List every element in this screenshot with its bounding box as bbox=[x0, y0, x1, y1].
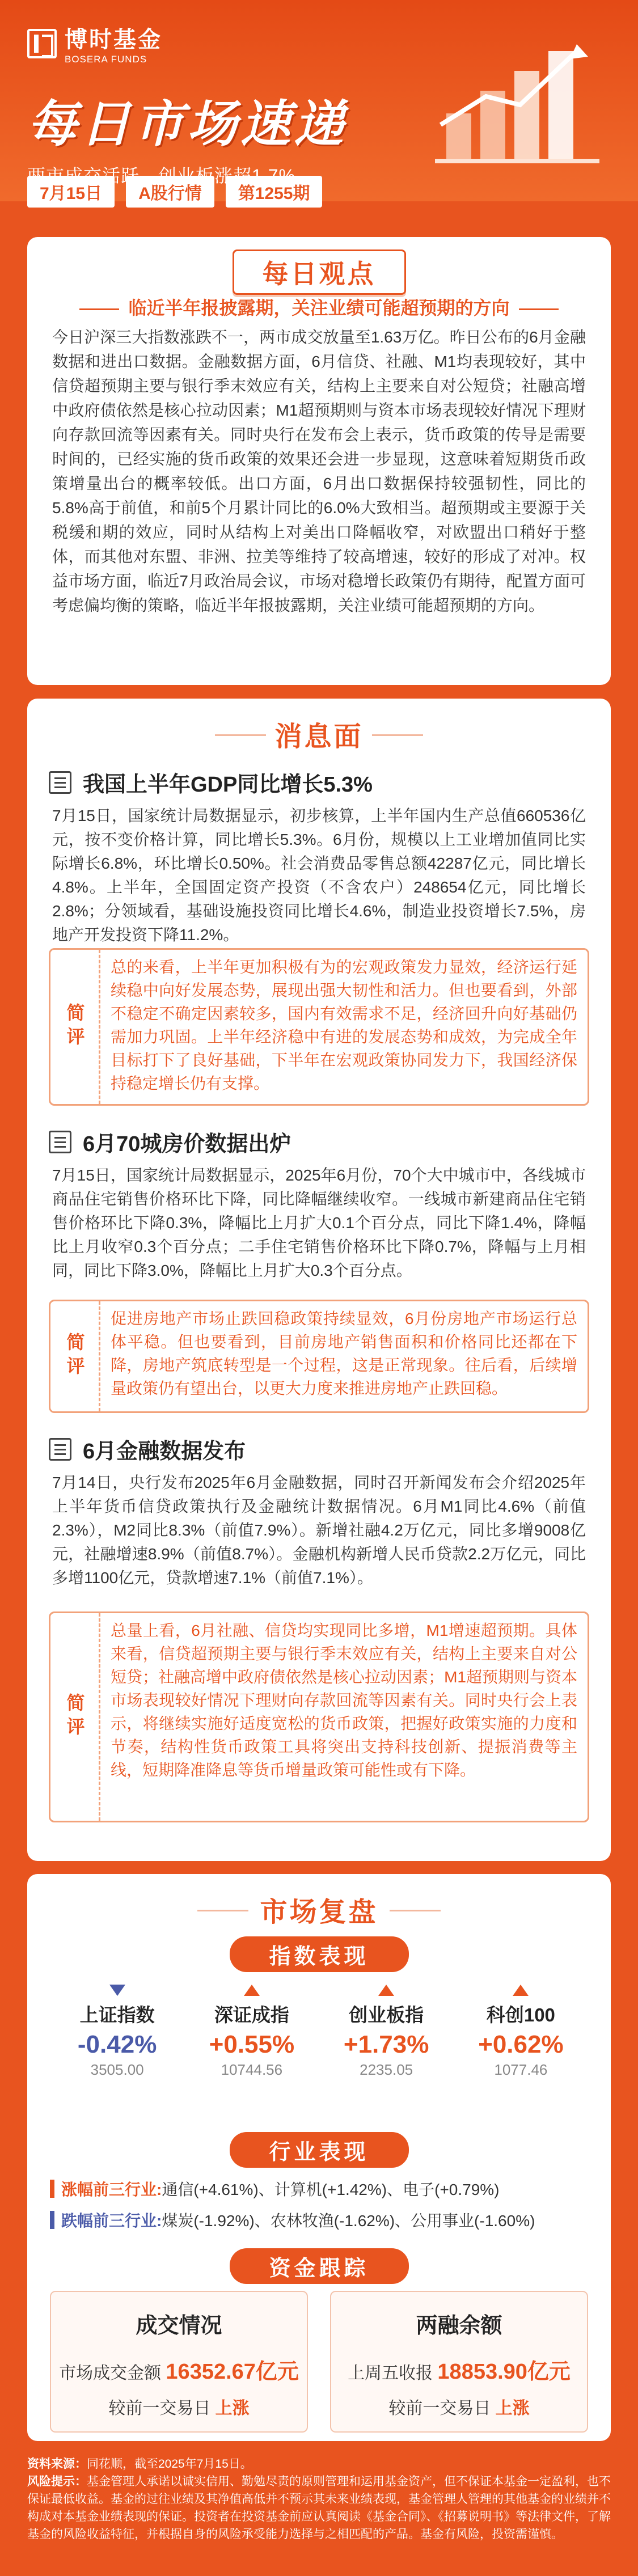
tag-issue: 第1255期 bbox=[226, 176, 323, 208]
up-arrow-icon bbox=[244, 1985, 260, 1996]
tag-date: 7月15日 bbox=[27, 176, 115, 208]
up-arrow-icon bbox=[378, 1985, 394, 1996]
daily-view-heading: 每日观点 bbox=[233, 249, 406, 295]
news-heading: 消息面 bbox=[274, 714, 363, 754]
blue-bar-icon bbox=[50, 2211, 54, 2229]
index-kc100: 科创100 +0.62% 1077.46 bbox=[458, 1985, 583, 2079]
news-title-3: 6月金融数据发布 bbox=[49, 1433, 246, 1465]
banner-title: 每日市场速递 bbox=[27, 96, 348, 152]
index-sh: 上证指数 -0.42% 3505.00 bbox=[55, 1985, 180, 2079]
footer-disclaimer bbox=[27, 2455, 611, 2543]
daily-view-subtitle: 临近半年报披露期，关注业绩可能超预期的方向 bbox=[27, 294, 611, 320]
review-text: 总的来看，上半年更加积极有为的宏观政策发力显效，经济运行延续稳中向好发展态势，展现出强大韧性和活力。但也要看到，外部不稳定不确定因素较多，国内有效需求不足，经济回升向好基础仍需加力巩固。上半年经济稳中有进的发展态势和成效，为完成全年目标打下了良好基础，下半年在宏观政策协同发力下，我国经济保持稳定增长仍有支撑。 bbox=[111, 958, 577, 1092]
daily-view-card bbox=[27, 237, 611, 685]
issue-tags bbox=[27, 176, 322, 208]
industry-section-title: 行业表现 bbox=[229, 2132, 408, 2168]
red-bar-icon bbox=[50, 2180, 54, 2198]
brand-name-cn: 博时基金 bbox=[65, 27, 162, 52]
risk-warning: 风险提示：基金管理人承诺以诚实信用、勤勉尽责的原则管理和运用基金资产，但不保证本基金一定盈利，也不保证最低收益。基金的过往业绩及其净值高低并不预示其未来业绩表现，基金管理人管理的其他基金的业绩并不构成对本基金业绩表现的保证。投资者在投资基金前应认真阅读《基金合同》、《招募说明书》等法律文件，了解基金的风险收益特征，并根据自身的风险承受能力选择与之相匹配的产品。基金有风险，投资需谨慎。 bbox=[27, 2475, 611, 2541]
index-cyb: 创业板指 +1.73% 2235.05 bbox=[324, 1985, 449, 2079]
review-label: 简评 bbox=[50, 950, 100, 1104]
bar-chart-illustration-icon bbox=[424, 40, 611, 170]
review-label: 简评 bbox=[50, 1613, 100, 1821]
margin-box: 两融余额 上周五收报 18853.90亿元 较前一交易日 上涨 bbox=[330, 2291, 588, 2433]
header-banner bbox=[0, 0, 638, 201]
review-text: 促进房地产市场止跌回稳政策持续显效，6月份房地产市场运行总体平稳。但也要看到，目前房地产销售面积和价格同比还都在下降，房地产筑底转型是一个过程，这是正常现象。往后看，后续增量政策仍有望出台，以更大力度来推进房地产止跌回稳。 bbox=[111, 1310, 577, 1397]
news-body-3: 7月14日，央行发布2025年6月金融数据，同时召开新闻发布会介绍2025年上半年货币信贷政策执行及金融统计数据情况。6月M1同比4.6%（前值2.3%），M2同比8.3%（前值7.9%）。新增社融4.2万亿元，同比多增9008亿元，社融增速8.9%（前值8.7%）。金融机构新增人民币贷款2.2万亿元，同比多增1100亿元，贷款增速7.1%（前值7.1%）。 bbox=[52, 1474, 586, 1587]
news-review-2 bbox=[49, 1300, 589, 1413]
news-body-1: 7月15日，国家统计局数据显示，初步核算，上半年国内生产总值660536亿元，按不变价格计算，同比增长5.3%。6月份，规模以上工业增加值同比实际增长6.8%，环比增长0.50%。社会消费品零售总额42287亿元，同比增长4.8%。上半年，全国固定资产投资（不含农户）248654亿元，同比增长2.8%；分领域看，基础设施投资同比增长4.6%，制造业投资增长7.5%，房地产开发投资下降11.2%。 bbox=[52, 807, 586, 944]
newspaper-icon bbox=[49, 1131, 71, 1153]
news-title-1: 我国上半年GDP同比增长5.3% bbox=[49, 767, 373, 798]
index-section-title: 指数表现 bbox=[229, 1936, 408, 1972]
news-review-3 bbox=[49, 1611, 589, 1822]
news-review-1 bbox=[49, 948, 589, 1106]
bosera-logo-icon bbox=[27, 29, 57, 58]
down-arrow-icon bbox=[109, 1985, 125, 1996]
brand-name-en: BOSERA FUNDS bbox=[65, 54, 147, 65]
news-title-2: 6月70城房价数据出炉 bbox=[49, 1126, 291, 1157]
market-heading: 市场复盘 bbox=[260, 1890, 378, 1929]
newspaper-icon bbox=[49, 771, 71, 794]
turnover-box: 成交情况 市场成交金额 16352.67亿元 较前一交易日 上涨 bbox=[50, 2291, 308, 2433]
industry-bottom-line: 跌幅前三行业: 煤炭(-1.92%)、农林牧渔(-1.62%)、公用事业(-1.60%) bbox=[50, 2209, 588, 2231]
newspaper-icon bbox=[49, 1438, 71, 1461]
tag-category: A股行情 bbox=[126, 176, 214, 208]
index-row bbox=[50, 1985, 588, 2079]
review-text: 总量上看，6月社融、信贷均实现同比多增，M1增速超预期。具体来看，信贷超预期主要与银行季末效应有关，结构上主要来自对公短贷；社融高增中政府债依然是核心拉动因素；M1超预期则与资本市场表现较好情况下理财向存款回流等因素有关。同时央行会上表示，将继续实施好适度宽松的货币政策，把握好政策实施的力度和节奏，结构性货币政策工具将突出支持科技创新、提振消费等主线，短期降准降息等货币增量政策可能性或有下降。 bbox=[111, 1622, 577, 1779]
daily-view-body: 今日沪深三大指数涨跌不一，两市成交放量至1.63万亿。昨日公布的6月金融数据和进出口数据。金融数据方面，6月信贷、社融、M1均表现较好，其中信贷超预期主要与银行季末效应有关，结构上主要来自对公短贷；社融高增中政府债依然是核心拉动因素；M1超预期则与资本市场表现较好情况下理财向存款回流等因素有关。同时央行在发布会上表示，货币政策的传导是需要时间的，已经实施的货币政策的效果还会进一步显现，这意味着短期货币政策增量出台的概率较低。出口方面，6月出口数据保持较强韧性，同比的5.8%高于前值，和前5个月累计同比的6.0%大致相当。超预期或主要源于关税缓和期的效应，同时从结构上对美出口降幅收窄，对欧盟出口稍好于整体，而其他对东盟、非洲、拉美等维持了较高增速，较好的形成了对冲。权益市场方面，临近7月政治局会议，市场对稳增长政策仍有期待，配置方面可考虑偏均衡的策略，临近半年报披露期，关注业绩可能超预期的方向。 bbox=[52, 328, 586, 614]
up-arrow-icon bbox=[513, 1985, 529, 1996]
review-label: 简评 bbox=[50, 1301, 100, 1411]
fund-section-title: 资金跟踪 bbox=[229, 2248, 408, 2284]
news-card bbox=[27, 699, 611, 1861]
news-body-2: 7月15日，国家统计局数据显示，2025年6月份，70个大中城市中，各线城市商品住宅销售价格环比下降，同比降幅继续收窄。一线城市新建商品住宅销售价格环比下降0.3%，降幅比上月扩大0.1个百分点，同比下降1.4%，降幅比上月收窄0.3个百分点；二手住宅销售价格环比下降0.7%，降幅与上月相同，同比下降3.0%，降幅比上月扩大0.3个百分点。 bbox=[52, 1166, 586, 1279]
industry-top-line: 涨幅前三行业: 通信(+4.61%)、计算机(+1.42%)、电子(+0.79%) bbox=[50, 2177, 588, 2200]
index-sz: 深证成指 +0.55% 10744.56 bbox=[189, 1985, 314, 2079]
market-card bbox=[27, 1874, 611, 2441]
data-source: 资料来源：同花顺，截至2025年7月15日。 bbox=[27, 2457, 252, 2471]
